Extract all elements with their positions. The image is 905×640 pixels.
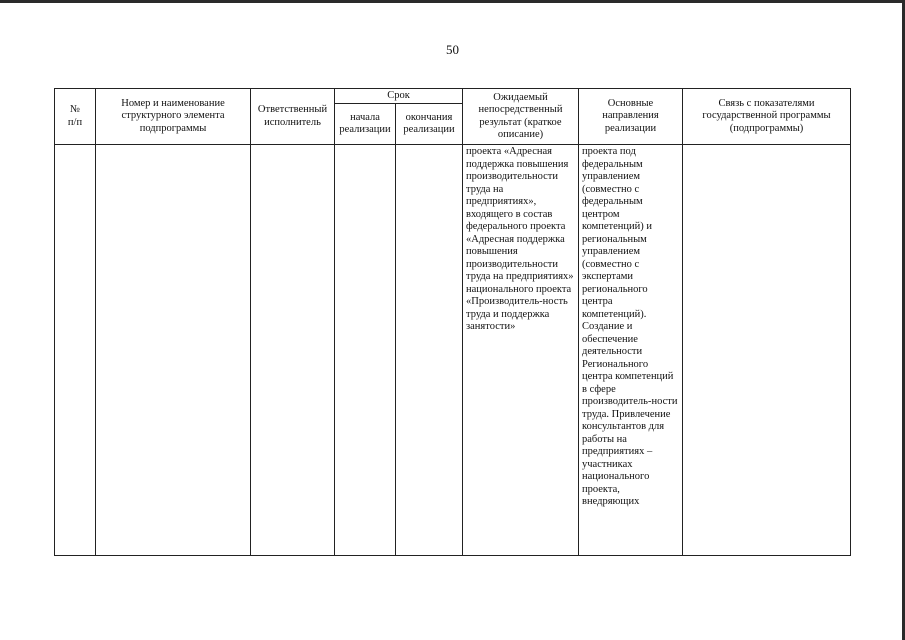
scan-edge-top [0, 0, 905, 3]
header-main-directions: Основные направления реализации [579, 89, 683, 145]
cell-indicator-link [683, 145, 851, 556]
cell-term-end [396, 145, 463, 556]
header-term-start: начала реализации [335, 104, 396, 145]
header-number: № п/п [55, 89, 96, 145]
header-indicator-link: Связь с показателями государственной программы (подпрограммы) [683, 89, 851, 145]
cell-number [55, 145, 96, 556]
cell-expected-result [463, 145, 579, 556]
page-number: 50 [446, 42, 459, 57]
header-element-name: Номер и наименование структурного элемента подпрограммы [96, 89, 251, 145]
cell-responsible [251, 145, 335, 556]
cell-main-directions [579, 145, 683, 556]
table-row [55, 145, 851, 556]
expected-result-text: проекта «Адресная поддержка повышения производительности труда на предприятиях», входящего в состав федерального проекта «Адресная поддержка повышения производительности труда на предприятиях» национального проекта «Производитель-ность труда и поддержка занятости» [466, 146, 574, 332]
cell-element-name [96, 145, 251, 556]
header-expected-result: Ожидаемый непосредственный результат (краткое описание) [463, 89, 579, 145]
program-table [54, 88, 851, 556]
main-directions-text: проекта под федеральным управлением (совместно с федеральным центром компетенций) и региональным управлением (совместно с экспертами регионального центра компетенций). Создание и обеспечение деятельности Регионального центра компетенций в сфере производитель-ности труда. Привлечение консультантов для работы на предприятиях – участниках национального проекта, внедряющих [582, 146, 678, 507]
header-responsible: Ответственный исполнитель [251, 89, 335, 145]
header-term-end: окончания реализации [396, 104, 463, 145]
header-row [55, 89, 851, 104]
cell-term-start [335, 145, 396, 556]
header-term: Срок [335, 89, 463, 104]
